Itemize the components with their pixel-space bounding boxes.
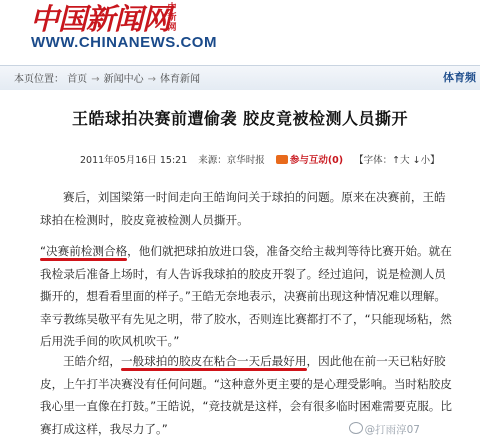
breadcrumb-bar [0, 65, 480, 91]
paragraph-text: 王皓介绍， [63, 354, 121, 368]
breadcrumb-separator: → [147, 74, 156, 85]
breadcrumb-label: 本页位置： [14, 74, 64, 85]
article-meta [80, 152, 448, 166]
article-date: 2011年05月16日 15:21 [80, 155, 188, 166]
highlight-underline-4: 一般球拍的胶皮在粘合一天后最好用 [120, 354, 307, 368]
watermark-text: @打雨淳07 [364, 424, 420, 436]
article-title: 王皓球拍决赛前遭偷袭 胶皮竟被检测人员撕开 [71, 109, 409, 128]
breadcrumb-sports-link[interactable]: 体育新闻 [159, 74, 200, 85]
breadcrumb-separator: → [91, 74, 100, 85]
paragraph-text: 。”王皓无奈地表示，决赛前出现这种情况难以理解。幸亏教练吴敬平有先见之明，带了胶水，否则连比赛都打不了， [40, 289, 447, 326]
article-paragraph-1 [40, 186, 456, 231]
site-logo-side: 中新网 [167, 3, 177, 33]
highlight-underline-2: 说是检测人员撕开的，想看看里面的样子 [40, 266, 446, 303]
highlight-underline-3: “只能现场粘，然后用洗手间的吹风机吹干 [40, 311, 452, 348]
interact-link[interactable] [276, 155, 343, 166]
site-logo[interactable]: 中国新闻网 [30, 2, 171, 36]
breadcrumb-home-link[interactable]: 首页 [67, 74, 88, 85]
weibo-icon [349, 422, 363, 434]
highlight-underline-1: “决赛前检测合格 [40, 244, 128, 258]
article-container [0, 90, 480, 446]
chat-icon [276, 155, 288, 164]
paragraph-text: 。” [167, 334, 180, 348]
article-source: 来源：京华时报 [198, 155, 265, 166]
article-paragraph-2 [40, 240, 456, 353]
interact-label: 参与互动(0) [289, 155, 344, 166]
site-header [0, 0, 480, 60]
watermark [349, 422, 420, 437]
paragraph-text: 赛后，刘国梁第一时间走向王皓询问关于球拍的问题。原来在决赛前，王皓球拍在检测时，胶皮竟被检测人员撕开。 [40, 190, 446, 227]
paragraph-text: ，因此他在前一天已粘好胶皮，上午打半决赛没有任何问题。“这种意外更主要的是心理受影响。当时粘胶皮我心里一直像在打鼓。”王皓说，“竞技就是这样，会有很多临时困难需要克服。比赛打成这样，我尽力了。” [40, 354, 452, 436]
paragraph-text: ，他们就把球拍放进口袋，准备交给主裁判等待比赛开始。就在我检录后准备上场时，有人告诉我球拍的胶皮开裂了。经过追问， [40, 244, 452, 281]
breadcrumb-news-link[interactable]: 新闻中心 [103, 74, 144, 85]
breadcrumb [14, 70, 200, 85]
site-url[interactable]: WWW.CHINANEWS.COM [31, 34, 217, 51]
font-size-control[interactable]: 【字体：↑大 ↓小】 [354, 155, 440, 166]
channel-link[interactable]: 体育频 [443, 71, 476, 84]
